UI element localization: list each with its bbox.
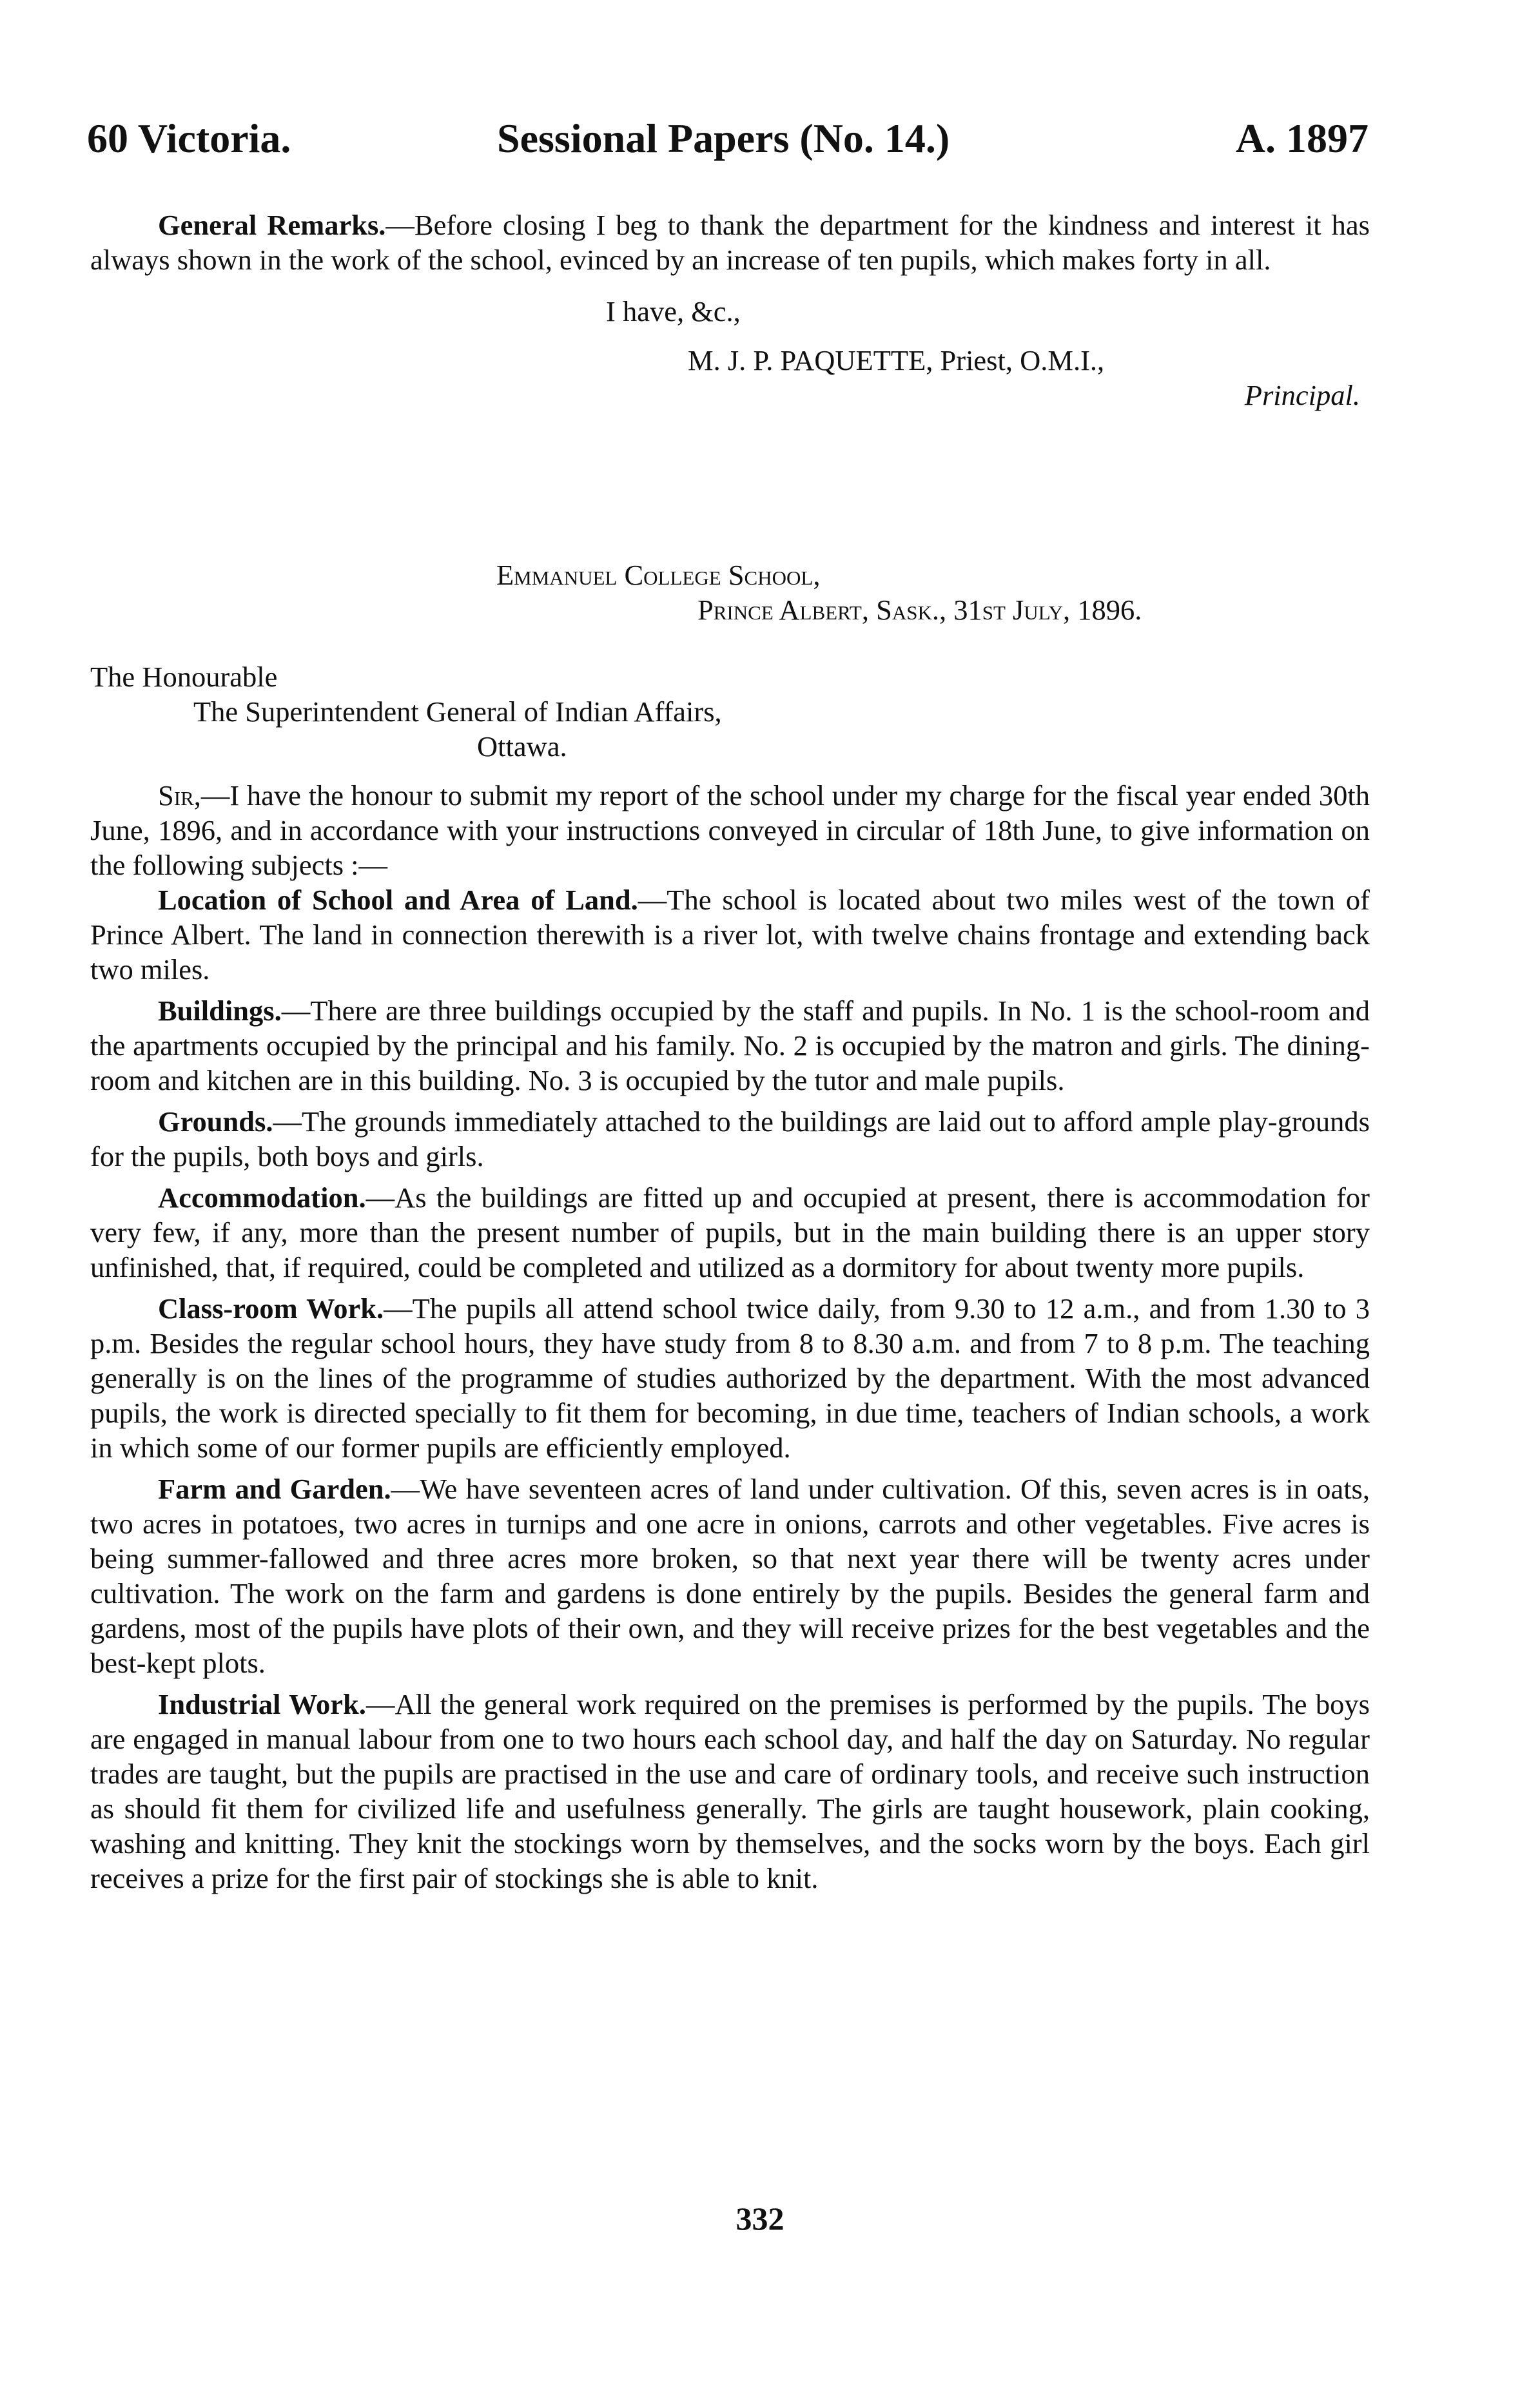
- section-text: —All the general work required on the premises is performed by the pupils. The boys are engaged in manual labour from one to two hours each school day, and half the day on Saturday. No regular trades are taught, but the pupils are practised in the use and care of ordinary tools, and receive such instruction as should fit them for civilized life and usefulness generally. The girls are taught housework, plain cooking, washing and knitting. They knit the stockings worn by themselves, and the socks worn by the boys. Each girl receives a prize for the first pair of stockings she is able to knit.: [90, 1688, 1370, 1894]
- address-line-1: The Honourable: [90, 661, 278, 693]
- general-remarks-text: —Before closing I beg to thank the department for the kindness and interest it has always shown in the work of the school, evinced by an increase of ten pupils, which makes forty in all.: [90, 209, 1370, 276]
- address-line-2: The Superintendent General of Indian Affairs,: [193, 695, 722, 728]
- header-sessional-papers: Sessional Papers (No. 14.): [497, 115, 950, 161]
- section-paragraph: [90, 1291, 1370, 1465]
- closing-formula: I have, &c.,: [606, 295, 741, 327]
- section-text: —We have seventeen acres of land under cultivation. Of this, seven acres is in oats, two acres in potatoes, two acres in turnips and one acre in onions, carrots and other vegetables. Five acres is being summer-fallowed and three acres more broken, so that next year there will be twenty acres under cultivation. The work on the farm and gardens is done entirely by the pupils. Besides the general farm and gardens, most of the pupils have plots of their own, and they will receive prizes for the best vegetables and the best-kept plots.: [90, 1473, 1370, 1679]
- section-paragraph: [90, 1104, 1370, 1174]
- salutation-paragraph: [90, 778, 1370, 882]
- header-regnal-year: 60 Victoria.: [87, 115, 291, 161]
- section-heading: Class-room Work.: [158, 1292, 384, 1325]
- page-number: 332: [736, 2200, 784, 2237]
- page-body: [90, 208, 1370, 1896]
- general-remarks-paragraph: [90, 208, 1370, 277]
- section-paragraph: [90, 1471, 1370, 1680]
- general-remarks-heading: General Remarks.: [158, 209, 386, 241]
- section-heading: Grounds.: [158, 1105, 273, 1138]
- section-heading: Farm and Garden.: [158, 1473, 391, 1505]
- section-heading: Location of School and Area of Land.: [158, 884, 638, 916]
- section-paragraph: [90, 993, 1370, 1098]
- letter-school-name: Emmanuel College School,: [496, 559, 821, 591]
- section-paragraph: [90, 1687, 1370, 1896]
- signature-name: M. J. P. PAQUETTE, Priest, O.M.I.,: [688, 344, 1105, 376]
- section-text: —As the buildings are fitted up and occupied at present, there is accommodation for very few, if any, more than the present number of pupils, but in the main building there is an upper story unfinished, that, if required, could be completed and utilized as a dormitory for about twenty more pupils.: [90, 1181, 1370, 1283]
- section-paragraph: [90, 1180, 1370, 1285]
- letter-place-date: Prince Albert, Sask., 31st July, 1896.: [697, 594, 1142, 626]
- section-text: —The pupils all attend school twice daily, from 9.30 to 12 a.m., and from 1.30 to 3 p.m. Besides the regular school hours, they have study from 8 to 8.30 a.m. and from 7 to 8 p.m. The teaching generally is on the lines of the programme of studies authorized by the department. With the most advanced pupils, the work is directed specially to fit them for becoming, in due time, teachers of Indian schools, a work in which some of our former pupils are efficiently employed.: [90, 1292, 1370, 1464]
- address-line-3: Ottawa.: [477, 730, 567, 762]
- section-heading: Industrial Work.: [158, 1688, 366, 1720]
- section-text: —There are three buildings occupied by the staff and pupils. In No. 1 is the school-room and the apartments occupied by the principal and his family. No. 2 is occupied by the matron and girls. The dining-room and kitchen are in this building. No. 3 is occupied by the tutor and male pupils.: [90, 995, 1370, 1096]
- section-text: —The grounds immediately attached to the buildings are laid out to afford ample play-grounds for the pupils, both boys and girls.: [90, 1105, 1370, 1172]
- section-text: —The school is located about two miles west of the town of Prince Albert. The land in connection therewith is a river lot, with twelve chains frontage and extending back two miles.: [90, 884, 1370, 986]
- section-heading: Accommodation.: [158, 1181, 366, 1214]
- signature-title: Principal.: [1244, 379, 1360, 411]
- section-heading: Buildings.: [158, 995, 282, 1027]
- header-year: A. 1897: [1235, 115, 1369, 161]
- salutation-lead: Sir,: [158, 779, 201, 811]
- salutation-text: —I have the honour to submit my report of the school under my charge for the fiscal year ended 30th June, 1896, and in accordance with your instructions conveyed in circular of 18th June, to give information on the following subjects :—: [90, 779, 1370, 881]
- running-header: [87, 110, 1369, 168]
- section-paragraph: [90, 882, 1370, 987]
